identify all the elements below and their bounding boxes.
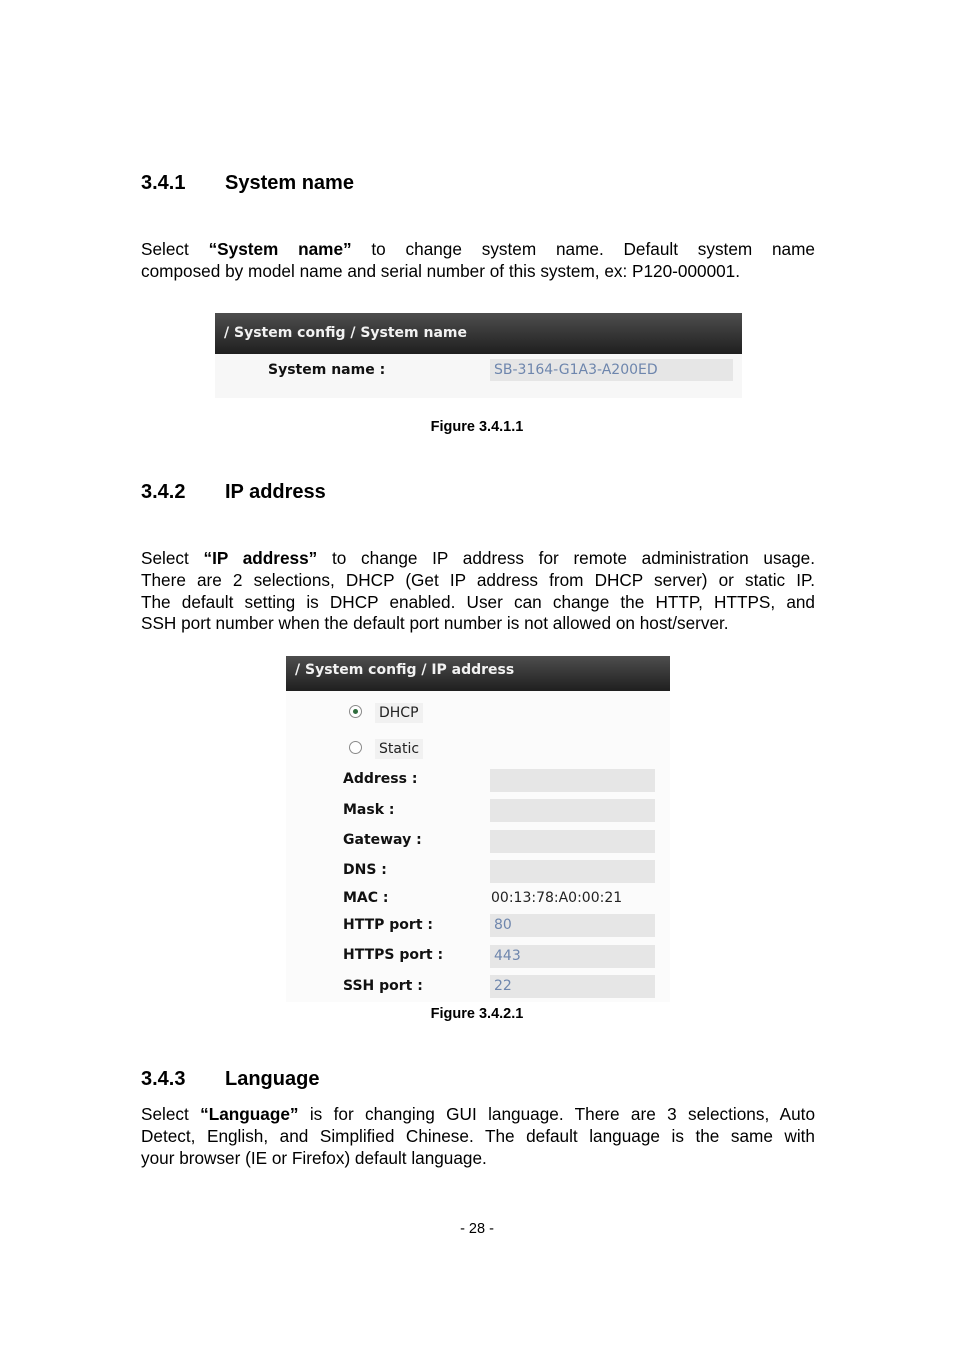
breadcrumb-bar <box>215 313 742 354</box>
section-number: 3.4.2 <box>141 481 186 503</box>
section-heading-3-4-1 <box>141 172 741 198</box>
section-title: System name <box>225 172 354 194</box>
figure-caption: Figure 3.4.2.1 <box>430 1006 524 1022</box>
http-port-input[interactable]: 80 <box>490 914 655 937</box>
breadcrumb: / System config / System name <box>224 325 468 341</box>
gateway-input[interactable] <box>490 830 655 853</box>
system-name-panel <box>215 313 742 398</box>
paragraph-line: Detect, English, and Simplified Chinese. The default language is the same with <box>141 1125 815 1146</box>
ssh-port-input[interactable]: 22 <box>490 975 655 998</box>
system-name-label: System name : <box>268 362 386 378</box>
mask-label: Mask : <box>343 802 395 818</box>
figure-caption: Figure 3.4.1.1 <box>430 419 524 435</box>
paragraph-ip-address <box>141 548 815 635</box>
ip-address-panel <box>286 656 670 1002</box>
https-port-label: HTTPS port : <box>343 947 444 963</box>
paragraph-line: your browser (IE or Firefox) default language. <box>141 1147 487 1168</box>
mac-value: 00:13:78:A0:00:21 <box>491 890 623 906</box>
static-radio-label[interactable]: Static <box>375 739 423 759</box>
static-radio[interactable] <box>349 741 362 754</box>
address-label: Address : <box>343 771 418 787</box>
paragraph-language <box>141 1104 815 1169</box>
section-number: 3.4.3 <box>141 1068 186 1090</box>
section-heading-3-4-3 <box>141 1068 741 1094</box>
breadcrumb: / System config / IP address <box>295 662 515 678</box>
paragraph-line: The default setting is DHCP enabled. User can change the HTTP, HTTPS, and <box>141 591 815 612</box>
https-port-input[interactable]: 443 <box>490 945 655 968</box>
section-heading-3-4-2 <box>141 481 741 507</box>
dns-label: DNS : <box>343 862 387 878</box>
paragraph-system-name <box>141 239 815 283</box>
dhcp-radio[interactable] <box>349 705 362 718</box>
paragraph-line: Select “IP address” to change IP address for remote administration usage. <box>141 548 815 568</box>
paragraph-line: Select “System name” to change system name. Default system name <box>141 239 815 259</box>
dhcp-radio-label[interactable]: DHCP <box>375 703 423 723</box>
http-port-label: HTTP port : <box>343 917 433 933</box>
dns-input[interactable] <box>490 860 655 883</box>
gateway-label: Gateway : <box>343 832 422 848</box>
page-number: - 28 - <box>460 1221 494 1237</box>
mac-label: MAC : <box>343 890 389 906</box>
section-title: IP address <box>225 481 326 503</box>
paragraph-line: There are 2 selections, DHCP (Get IP address from DHCP server) or static IP. <box>141 569 815 590</box>
paragraph-line: Select “Language” is for changing GUI language. There are 3 selections, Auto <box>141 1104 816 1124</box>
paragraph-line: composed by model name and serial number of this system, ex: P120-000001. <box>141 260 741 281</box>
section-title: Language <box>225 1068 320 1090</box>
paragraph-line: SSH port number when the default port number is not allowed on host/server. <box>141 613 729 634</box>
mask-input[interactable] <box>490 799 655 822</box>
system-name-input[interactable]: SB-3164-G1A3-A200ED <box>490 359 733 381</box>
section-number: 3.4.1 <box>141 172 186 194</box>
breadcrumb-bar <box>286 656 670 691</box>
ssh-port-label: SSH port : <box>343 978 423 994</box>
address-input[interactable] <box>490 769 655 792</box>
